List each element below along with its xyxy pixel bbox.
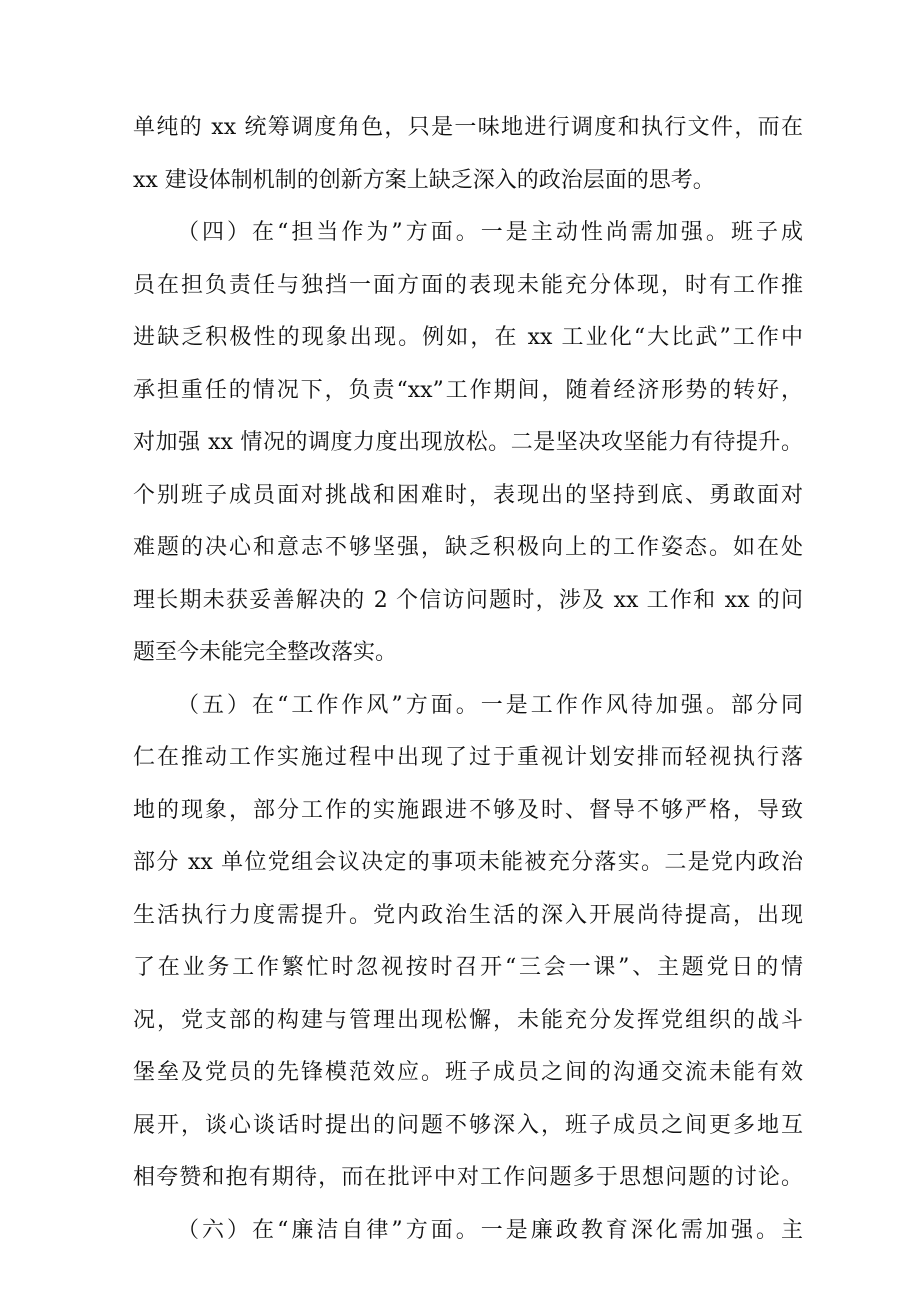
text-line: 对加强 xx 情况的调度力度出现放松。二是坚决攻坚能力有待提升。	[133, 430, 803, 455]
text-line: 进缺乏积极性的现象出现。例如，在 xx 工业化“大比武”工作中	[133, 325, 803, 350]
text-line: xx 建设体制机制的创新方案上缺乏深入的政治层面的思考。	[133, 168, 715, 193]
paragraph-heading-6: （六）在“廉洁自律”方面。一是廉政教育深化需加强。主	[177, 1218, 803, 1243]
text-line: 地的现象，部分工作的实施跟进不够及时、督导不够严格，导致	[133, 798, 803, 823]
text-line: 难题的决心和意志不够坚强，缺乏积极向上的工作姿态。如在处	[133, 535, 803, 560]
text-line: 承担重任的情况下，负责“xx”工作期间，随着经济形势的转好，	[133, 378, 803, 403]
text-line: 个别班子成员面对挑战和困难时，表现出的坚持到底、勇敢面对	[133, 483, 803, 508]
text-line: 员在担负责任与独挡一面方面的表现未能充分体现，时有工作推	[133, 273, 803, 298]
text-line: 部分 xx 单位党组会议决定的事项未能被充分落实。二是党内政治	[133, 850, 803, 875]
text-line: 理长期未获妥善解决的 2 个信访问题时，涉及 xx 工作和 xx 的问	[133, 588, 803, 613]
paragraph-heading-4: （四）在“担当作为”方面。一是主动性尚需加强。班子成	[177, 220, 803, 245]
text-line: 堡垒及党员的先锋模范效应。班子成员之间的沟通交流未能有效	[133, 1060, 803, 1085]
text-line: 了在业务工作繁忙时忽视按时召开“三会一课”、主题党日的情	[133, 955, 803, 980]
text-line: 单纯的 xx 统筹调度角色，只是一味地进行调度和执行文件，而在	[133, 115, 803, 140]
text-line: 况，党支部的构建与管理出现松懈，未能充分发挥党组织的战斗	[133, 1008, 803, 1033]
paragraph-heading-5: （五）在“工作作风”方面。一是工作作风待加强。部分同	[177, 693, 803, 718]
text-line: 题至今未能完全整改落实。	[133, 640, 398, 665]
text-line: 生活执行力度需提升。党内政治生活的深入开展尚待提高，出现	[133, 903, 803, 928]
text-line: 相夸赞和抱有期待，而在批评中对工作问题多于思想问题的讨论。	[133, 1165, 803, 1190]
text-line: 展开，谈心谈话时提出的问题不够深入，班子成员之间更多地互	[133, 1113, 803, 1138]
text-line: 仁在推动工作实施过程中出现了过于重视计划安排而轻视执行落	[133, 745, 803, 770]
